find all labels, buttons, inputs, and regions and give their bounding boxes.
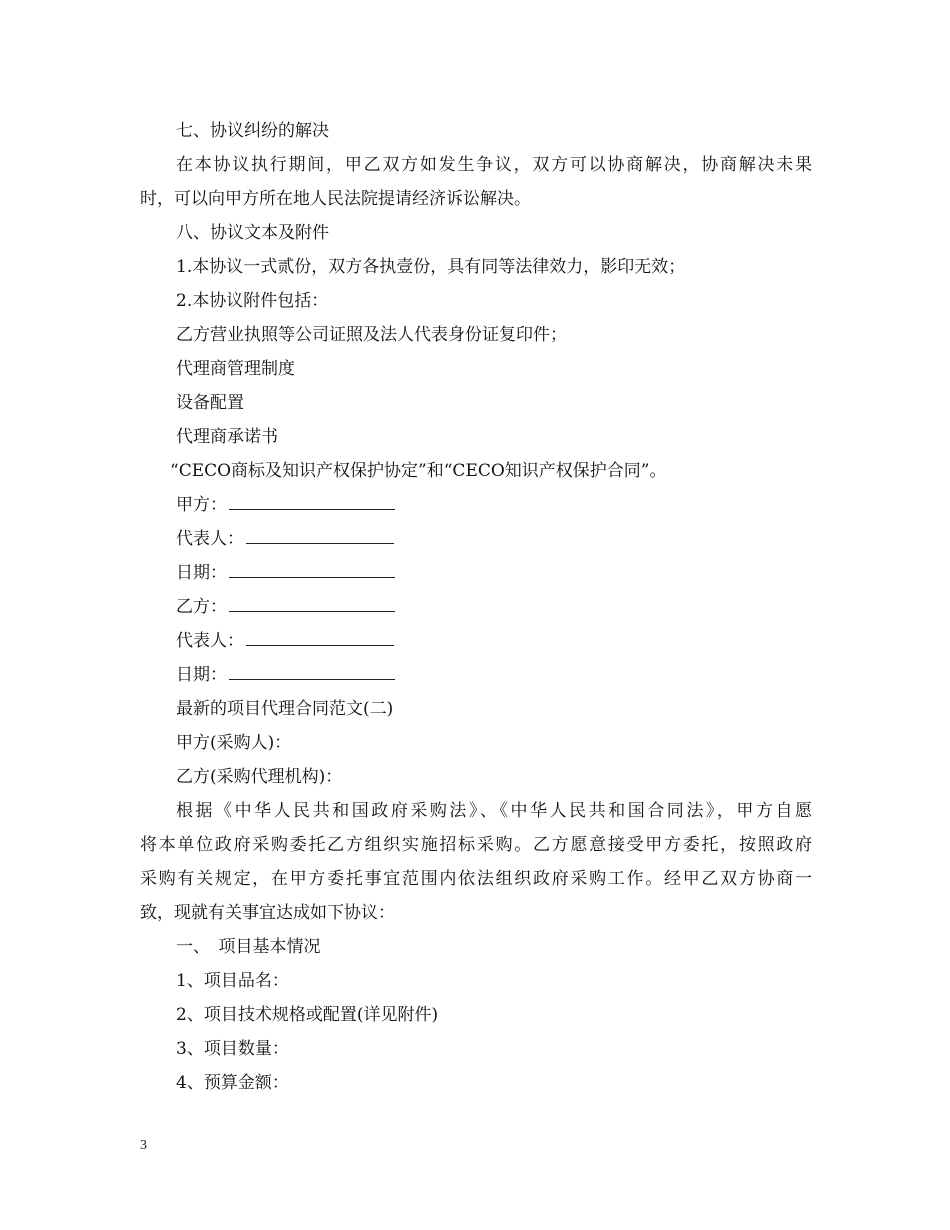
signature-label: 日期： (176, 665, 227, 685)
list-item: 4、预算金额： (176, 1073, 289, 1093)
signature-label: 乙方： (176, 597, 227, 617)
signature-blank (229, 495, 395, 510)
list-item: 1.本协议一式贰份，双方各执壹份，具有同等法律效力，影印无效； (176, 257, 686, 277)
party-a-line: 甲方(采购人)： (176, 733, 292, 753)
page-number: 3 (140, 1138, 147, 1153)
paragraph-line: 时，可以向甲方所在地人民法院提请经济诉讼解决。 (140, 189, 531, 209)
paragraph-line: 将本单位政府采购委托乙方组织实施招标采购。乙方愿意接受甲方委托，按照政府 (140, 835, 812, 855)
signature-date-b (176, 664, 848, 686)
party-b-line: 乙方(采购代理机构)： (176, 767, 343, 787)
signature-label: 代表人： (176, 631, 244, 651)
signature-blank (229, 563, 395, 578)
paragraph-line: 根据《中华人民共和国政府采购法》、《中华人民共和国合同法》，甲方自愿 (176, 801, 812, 821)
signature-blank (246, 631, 394, 646)
section-heading: 七、协议纠纷的解决 (176, 121, 329, 141)
paragraph-line: 致，现就有关事宜达成如下协议： (140, 903, 395, 923)
attachment-item: 设备配置 (176, 393, 244, 413)
paragraph-line: 采购有关规定，在甲方委托事宜范围内依法组织政府采购工作。经甲乙双方协商一 (140, 869, 812, 889)
signature-blank (229, 597, 395, 612)
signature-party-b (176, 596, 848, 618)
signature-date-a (176, 562, 848, 584)
signature-blank (229, 665, 395, 680)
signature-rep-b (176, 630, 848, 652)
list-item: 2.本协议附件包括： (176, 291, 329, 311)
signature-rep-a (176, 528, 848, 550)
signature-blank (246, 529, 394, 544)
attachment-item: “CECO商标及知识产权保护协定”和“CECO知识产权保护合同”。 (170, 461, 667, 481)
attachment-item: 代理商承诺书 (176, 427, 278, 447)
signature-label: 甲方： (176, 495, 227, 515)
section-heading: 八、协议文本及附件 (176, 223, 329, 243)
signature-label: 日期： (176, 563, 227, 583)
list-item: 2、项目技术规格或配置(详见附件) (176, 1005, 439, 1025)
attachment-item: 代理商管理制度 (176, 359, 295, 379)
paragraph-line: 在本协议执行期间，甲乙双方如发生争议，双方可以协商解决，协商解决未果 (176, 155, 812, 175)
list-item: 1、项目品名： (176, 971, 289, 991)
document-title: 最新的项目代理合同范文(二) (176, 699, 394, 719)
list-item: 3、项目数量： (176, 1039, 289, 1059)
attachment-item: 乙方营业执照等公司证照及法人代表身份证复印件； (176, 325, 567, 345)
section-heading: 一、 项目基本情况 (176, 937, 321, 957)
signature-label: 代表人： (176, 529, 244, 549)
signature-party-a (176, 494, 848, 516)
